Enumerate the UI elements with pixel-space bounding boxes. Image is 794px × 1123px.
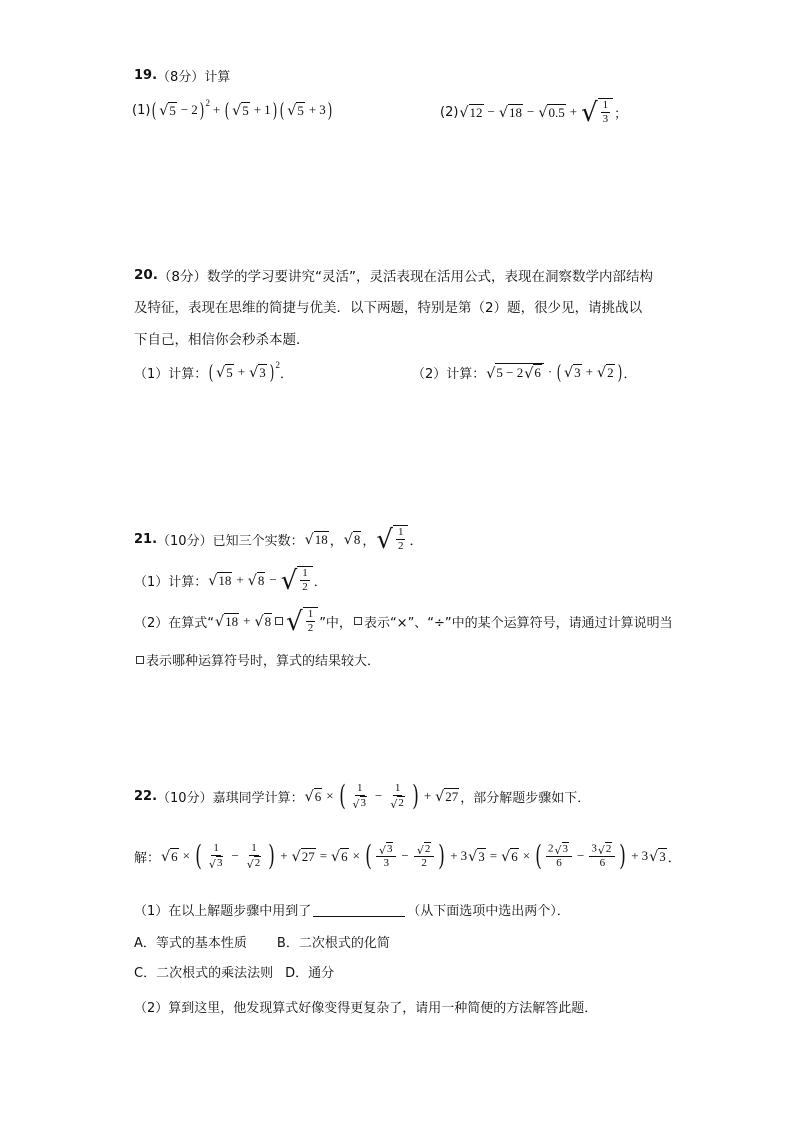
q21-part2: （2）在算式“ √ 18 + √ 8 √ $\frac{1}{2}$ ”中， 表示“×”、“÷”中的某个运算符号，请通过计算说明当: [134, 607, 673, 637]
q22-intro: 嘉琪同学计算：: [212, 790, 304, 806]
q20-p1-label: （1）计算：: [134, 366, 208, 382]
q22-solution: 解： √ 6 × ( 1 √ 3 − 1 √ 2 ) + √ 27 = √ 6 × ( √ 3 3 − √ 2 2 ) + 3 √ 3 = √ 6 × ( 2 √ 3 6 − 3 √ 2 6 ) + 3 √ 3 ．: [134, 839, 681, 872]
q22-part1: [134, 900, 570, 919]
option-b: B．二次根式的化简: [276, 936, 390, 951]
q19-part1: (1) ( √ 5 − 2 ) $^2$ + ( √ 5 + 1 ) ( √ 5 + 3 ): [132, 98, 332, 122]
q21-intro: 已知三个实数：: [212, 533, 304, 549]
q19-part2: (2) √ 12 − √ 18 − √ 0.5 + √ $\frac{1}{3}$ ；: [440, 98, 628, 128]
q22-title: 22. （10分） 嘉琪同学计算： √ 6 × ( 1 √ 3 − 1 √ 2 ) + √ 27 ，部分解题步骤如下．: [134, 779, 591, 812]
q20-line3: [134, 328, 310, 348]
q21-line3: [134, 650, 380, 669]
q21-part1: （1）计算： √ 18 + √ 8 − √ $\frac{1}{2}$ ．: [134, 566, 327, 596]
operator-placeholder-box: [275, 617, 283, 625]
sqrt-5: √ 5: [232, 102, 249, 120]
q21-line3-text: 表示哪种运算符号时，算式的结果较大．: [146, 654, 381, 669]
q20-part2: （2）计算： √ 5 − 2 √ 6 · ( √ 3 + √ 2 ) ．: [412, 360, 637, 384]
q21-title: 21. （10分） 已知三个实数： √ 18 ， √ 8 ， √ $\frac{1}{2}$ ．: [134, 525, 423, 555]
q19-text: 计算: [204, 70, 231, 85]
q22-number: 22.: [134, 788, 158, 804]
q20-text2: 及特征，表现在思维的简捷与优美．以下两题，特别是第（2）题，很少见，请挑战以: [134, 300, 643, 316]
q20-number: 20.: [134, 267, 158, 283]
answer-blank[interactable]: [313, 902, 405, 917]
q22-p2-text: （2）算到这里，他发现算式好像变得更复杂了，请用一种简便的方法解答此题．: [134, 1001, 598, 1016]
sqrt-5: √ 5: [287, 102, 304, 120]
sqrt-5: √ 5: [159, 102, 176, 120]
option-a: A．等式的基本性质: [134, 936, 247, 951]
q19-number: 19.: [134, 68, 158, 83]
operator-placeholder-box: [136, 656, 144, 664]
q21-number: 21.: [134, 531, 158, 547]
q20-text3: 下自己，相信你会秒杀本题．: [134, 332, 310, 348]
q22-options-row2: [134, 962, 334, 981]
q22-solution-label: 解：: [134, 850, 161, 866]
q22-score: （10分）: [157, 790, 213, 806]
q22-options-row1: [134, 932, 390, 951]
option-c: C．二次根式的乘法法则: [134, 966, 274, 981]
q22-p1-text: （1）在以上解题步骤中用到了: [134, 904, 312, 919]
q21-p2-pre: （2）在算式“: [134, 615, 215, 631]
q19-p2-label: (2): [440, 104, 459, 120]
q21-p2-post: 表示“×”、“÷”中的某个运算符号，请通过计算说明当: [363, 615, 673, 631]
q20-line2: [134, 296, 642, 316]
q20-line1: [134, 265, 653, 285]
q22-intro-post: ，部分解题步骤如下．: [460, 790, 591, 806]
q19-p1-label: (1): [132, 102, 151, 118]
q20-score: （8分）: [157, 269, 208, 285]
q20-text1: 数学的学习要讲究“灵活”，灵活表现在活用公式，表现在洞察数学内部结构: [207, 269, 654, 285]
q22-part2: [134, 997, 597, 1016]
q21-p1-label: （1）计算：: [134, 574, 208, 590]
operator-placeholder-box: [354, 617, 362, 625]
q22-p1-post: （从下面选项中选出两个）．: [407, 904, 570, 919]
q20-p2-label: （2）计算：: [412, 366, 486, 382]
q21-p2-mid: ”中，: [319, 615, 352, 631]
q19-score: （8分）: [157, 70, 205, 85]
option-d: D．通分: [285, 966, 335, 981]
q20-part1: （1）计算： ( √ 5 + √ 3 ) $^2$ ．: [134, 360, 294, 384]
q21-score: （10分）: [157, 533, 213, 549]
q19-title: [134, 66, 230, 85]
